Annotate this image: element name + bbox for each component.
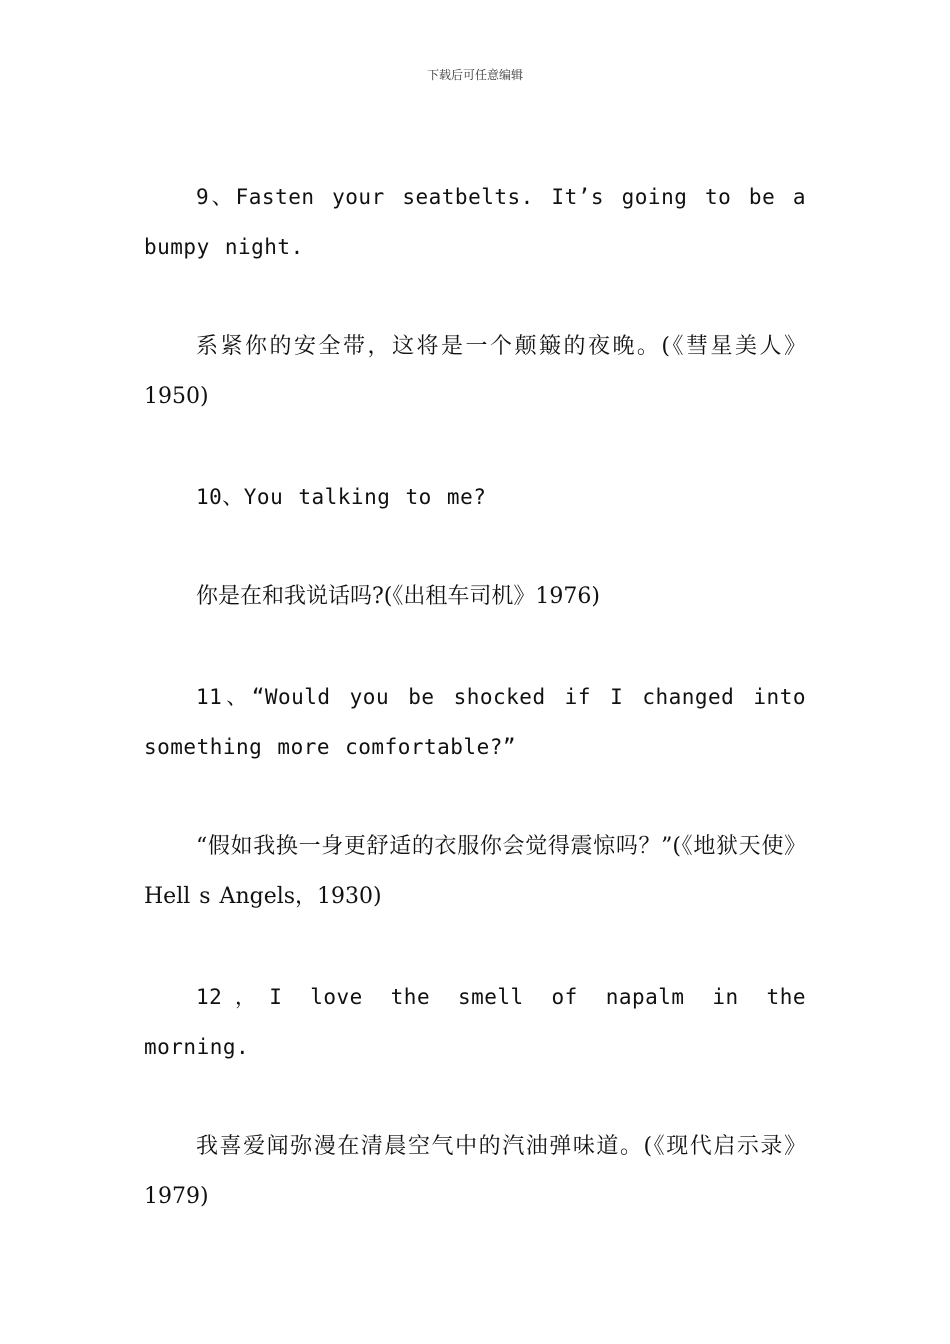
quote-11-english: 11、“Would you be shocked if I changed into something more comfortable?” <box>144 685 806 759</box>
quote-9-chinese: 系紧你的安全带，这将是一个颠簸的夜晚。(《彗星美人》1950) <box>144 334 806 409</box>
quote-12-chinese: 我喜爱闻弥漫在清晨空气中的汽油弹味道。(《现代启示录》1979) <box>144 1134 806 1209</box>
quote-10-chinese: 你是在和我说话吗?(《出租车司机》1976) <box>196 584 600 609</box>
quote-9-english: 9、Fasten your seatbelts. It’s going to be a bumpy night. <box>144 185 806 259</box>
quote-12-english: 12，I love the smell of napalm in the morning. <box>144 985 806 1059</box>
document-body <box>144 172 806 1272</box>
quote-10-english: 10、You talking to me? <box>196 485 487 509</box>
page-header: 下载后可任意编辑 <box>426 68 523 82</box>
quote-11-chinese: “假如我换一身更舒适的衣服你会觉得震惊吗？”(《地狱天使》Hell s Angels，1930) <box>144 834 806 909</box>
